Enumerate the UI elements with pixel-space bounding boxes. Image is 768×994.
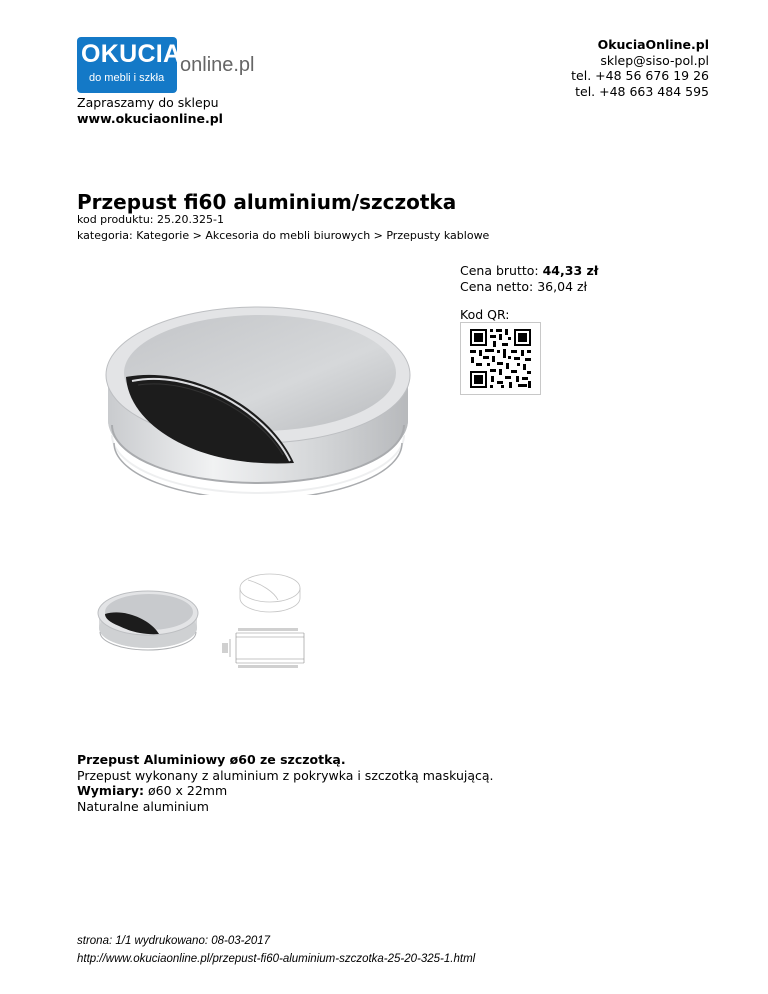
product-code: kod produktu: 25.20.325-1: [77, 213, 224, 226]
product-description: [77, 752, 494, 814]
price-gross: [460, 263, 598, 279]
product-category: kategoria: Kategorie > Akcesoria do mebli biurowych > Przepusty kablowe: [77, 229, 490, 242]
qr-label: Kod QR:: [460, 307, 510, 322]
description-heading: Przepust Aluminiowy ø60 ze szczotką.: [77, 752, 346, 767]
price-net-value: 36,04 zł: [537, 278, 588, 294]
contact-phone-1: tel. +48 56 676 19 26: [571, 68, 709, 83]
price-block: [460, 263, 598, 294]
qr-code-graphic: [461, 323, 540, 394]
product-main-image[interactable]: [98, 305, 418, 495]
dimensions-label: Wymiary:: [77, 783, 144, 798]
footer-page-info: strona: 1/1 wydrukowano: 08-03-2017: [77, 935, 271, 947]
price-net: [460, 279, 598, 295]
contact-block: [571, 37, 709, 99]
contact-name: OkuciaOnline.pl: [597, 37, 709, 52]
description-text: Przepust wykonany z aluminium z pokrywka i szczotką maskującą.: [77, 767, 494, 783]
logo-badge: [77, 37, 182, 93]
logo-tagline: do mebli i szkła: [89, 72, 165, 84]
store-logo[interactable]: [77, 37, 257, 93]
price-gross-label: Cena brutto:: [460, 263, 543, 278]
price-gross-value: 44,33 zł: [542, 263, 599, 278]
footer-url[interactable]: http://www.okuciaonline.pl/przepust-fi60-aluminium-szczotka-25-20-325-1.html: [77, 953, 476, 965]
description-finish: Naturalne aluminium: [77, 798, 209, 814]
store-invite: [77, 95, 223, 127]
cable-grommet-image: [98, 305, 418, 495]
technical-drawing-graphic: [212, 566, 322, 678]
qr-code: [460, 322, 541, 395]
product-thumbnail-drawing[interactable]: [212, 566, 322, 678]
logo-suffix: online.pl: [180, 54, 255, 76]
contact-email[interactable]: sklep@siso-pol.pl: [600, 52, 709, 68]
price-net-label: Cena netto:: [460, 278, 538, 294]
dimensions-value: ø60 x 22mm: [144, 783, 228, 798]
invite-text: Zapraszamy do sklepu: [77, 95, 219, 110]
product-title: Przepust fi60 aluminium/szczotka: [77, 190, 457, 214]
contact-phone-2: tel. +48 663 484 595: [575, 83, 709, 99]
store-url[interactable]: www.okuciaonline.pl: [77, 111, 223, 126]
logo-brand: OKUCIA: [81, 40, 182, 68]
product-thumbnail-photo[interactable]: [93, 568, 203, 676]
thumbnail-photo-graphic: [93, 568, 203, 676]
description-dimensions: [77, 783, 494, 799]
